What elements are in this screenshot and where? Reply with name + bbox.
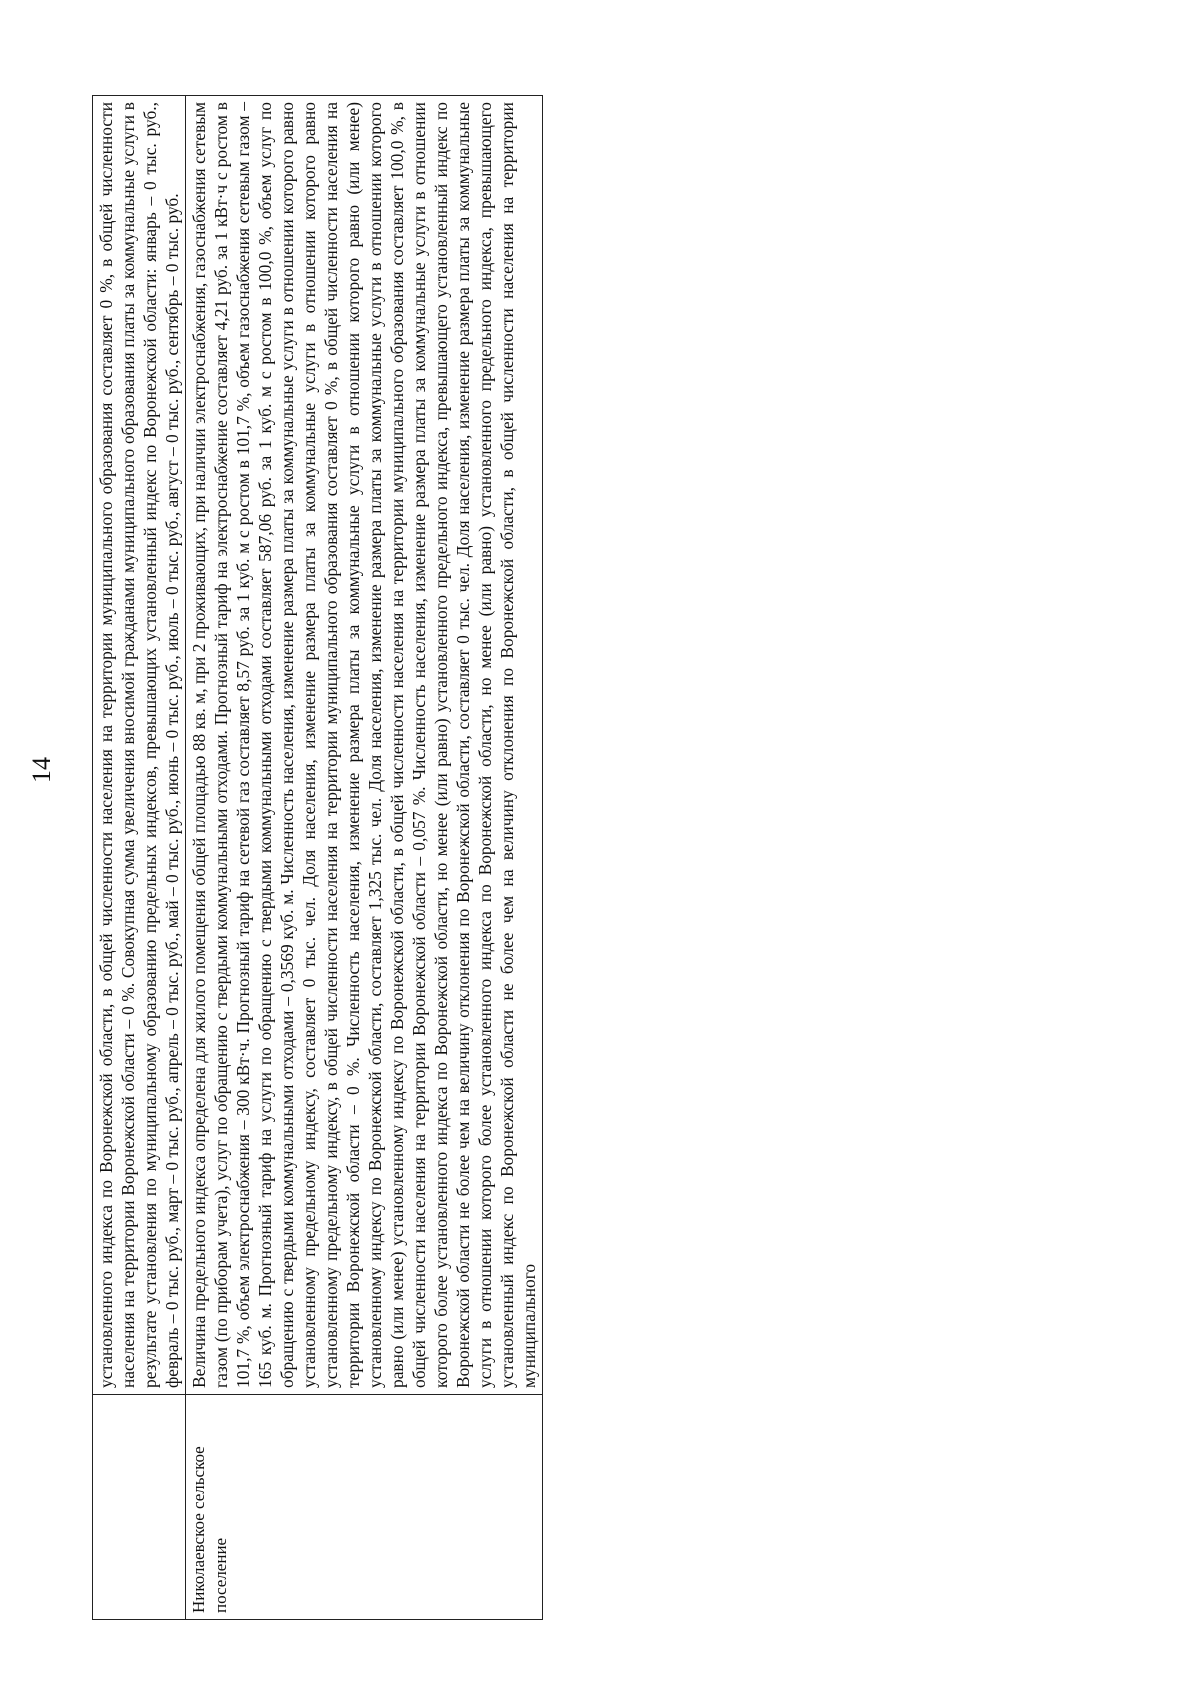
description-cell: Величина предельного индекса определена для жилого помещения общей площадью 88 кв. м, при 2 проживающих, при наличии электроснабжения, газоснабжения сетевым газом (по приборам учета), услуг по обращению с твердыми коммунальными отходами. Прогнозный тариф на электроснабжение составляет 4,21 руб. за 1 кВт·ч с ростом в 101,7 %, объем электроснабжения – 300 кВт·ч. Прогнозный тариф на сетевой газ составляет 8,57 руб. за 1 куб. м с ростом в 101,7 %, объем газоснабжения сетевым газом – 165 куб. м. Прогнозный тариф на услуги по обращению с твердыми коммунальными отходами составляет 587,06 руб. за 1 куб. м с ростом в 100,0 %, объем услуг по обращению с твердыми коммунальными отходами – 0,3569 куб. м. Численность населения, изменение размера платы за коммунальные услуги в отношении которого равно установленному предельному индексу, составляет 0 тыс. чел. Доля населения, изменение размера платы за коммунальные услуги в отношении которого равно установленному предельному индексу, в общей численности населения на территории муниципального образования составляет 0 %, в общей численности населения на территории Воронежской области – 0 %. Численность населения, изменение размера платы за коммунальные услуги в отношении которого равно (или менее) установленному индексу по Воронежской области, составляет 1,325 тыс. чел. Доля населения, изменение размера платы за коммунальные услуги в отношении которого равно (или менее) установленному индексу по Воронежской области, в общей численности населения на территории муниципального образования составляет 100,0 %, в общей численности населения на территории Воронежской области – 0,057 %. Численность населения, изменение размера платы за коммунальные услуги в отношении которого более установленного индекса по Воронежской области, но менее (или равно) установленного предельного индекса, превышающего установленный индекс по Воронежской области не более чем на величину отклонения по Воронежской области, составляет 0 тыс. чел. Доля населения, изменение размера платы за коммунальные услуги в отношении которого более установленного индекса по Воронежской области, но менее (или равно) установленного предельного индекса, превышающего установленный индекс по Воронежской области не более чем на величину отклонения по Воронежской области, в общей численности населения на территории муниципального bbox=[186, 96, 543, 1395]
table-row bbox=[93, 96, 186, 1620]
settlement-cell bbox=[93, 1395, 186, 1620]
description-cell: установленного индекса по Воронежской области, в общей численности населения на территории муниципального образования составляет 0 %, в общей численности населения на территории Воронежской области – 0 %. Совокупная сумма увеличения вносимой гражданами муниципального образования платы за коммунальные услуги в результате установления по муниципальному образованию предельных индексов, превышающих установленный индекс по Воронежской области: январь – 0 тыс. руб., февраль – 0 тыс. руб., март – 0 тыс. руб., апрель – 0 тыс. руб., май – 0 тыс. руб., июнь – 0 тыс. руб., июль – 0 тыс. руб., август – 0 тыс. руб., сентябрь – 0 тыс. руб. bbox=[93, 96, 186, 1395]
table-row bbox=[186, 96, 543, 1620]
rotated-page-content bbox=[92, 95, 1092, 1620]
settlement-cell: Николаевское сельское поселение bbox=[186, 1395, 543, 1620]
index-table bbox=[92, 95, 543, 1620]
page-number: 14 bbox=[27, 757, 56, 783]
